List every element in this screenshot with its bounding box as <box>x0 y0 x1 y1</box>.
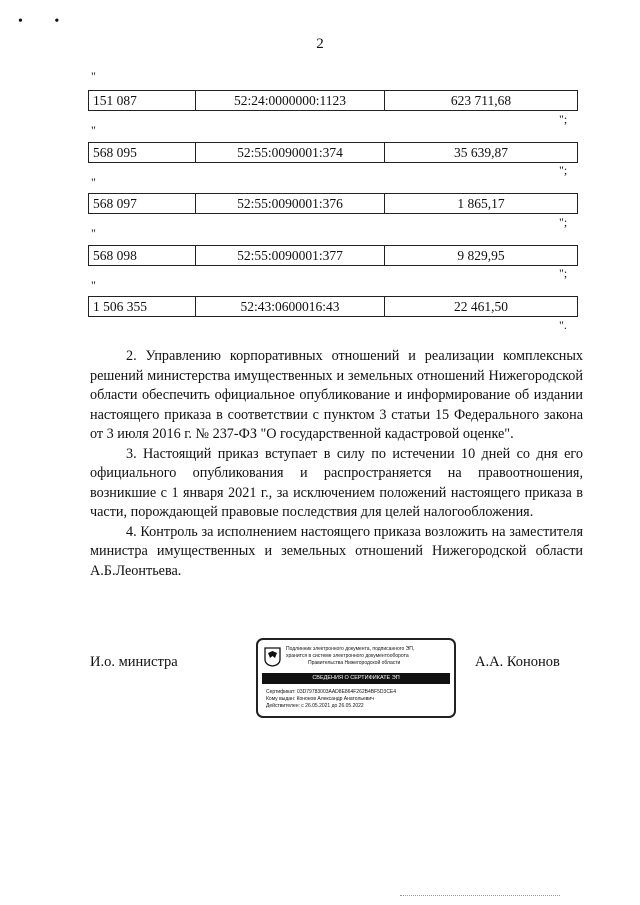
cadastral-value: 35 639,87 <box>385 143 578 163</box>
open-quote: " <box>91 226 96 240</box>
cadastral-number: 52:55:0090001:374 <box>196 143 385 163</box>
cadastral-number: 52:24:0000000:1123 <box>196 91 385 111</box>
parcel-id: 568 098 <box>89 246 196 266</box>
cadastral-number: 52:55:0090001:377 <box>196 246 385 266</box>
parcel-id: 568 095 <box>89 143 196 163</box>
table-row <box>88 296 578 317</box>
order-body <box>90 347 583 581</box>
stamp-text-line: Правительства Нижегородской области <box>308 660 401 666</box>
close-quote: ". <box>559 318 567 332</box>
stamp-certificate-owner: Кому выдан: Кононов Александр Анатольевич <box>266 696 374 702</box>
open-quote: " <box>91 278 96 292</box>
cadastral-value: 9 829,95 <box>385 246 578 266</box>
signatory-position: И.о. министра <box>90 654 178 670</box>
coat-of-arms-icon <box>264 647 281 667</box>
paragraph-2: 2. Управлению корпоративных отношений и реализации комплексных решений министерства имущественных и земельных отношений Нижегородской области обеспечить официальное опубликование и информирование об издании настоящего приказа в соответствии с пунктом 3 статьи 15 Федерального закона от 3 июля 2016 г. № 237-ФЗ "О государственной кадастровой оценке". <box>90 348 583 442</box>
close-quote: "; <box>559 266 568 280</box>
close-quote: "; <box>559 215 568 229</box>
table-row <box>88 193 578 214</box>
table-row <box>88 90 578 111</box>
stamp-certificate-number: Сертификат: 03D79783003AAD8E864F262B4BF5D3CE4 <box>266 689 397 695</box>
table-row <box>88 245 578 266</box>
cadastral-number: 52:55:0090001:376 <box>196 194 385 214</box>
page-number: 2 <box>316 36 324 52</box>
stamp-text-line: Подлинник электронного документа, подписанного ЭП, <box>286 646 415 652</box>
parcel-id: 1 506 355 <box>89 297 196 317</box>
cadastral-value: 1 865,17 <box>385 194 578 214</box>
open-quote: " <box>91 123 96 137</box>
stamp-certificate-header: СВЕДЕНИЯ О СЕРТИФИКАТЕ ЭП <box>262 673 450 684</box>
cadastral-value: 623 711,68 <box>385 91 578 111</box>
open-quote: " <box>91 175 96 189</box>
header-dots: • • <box>18 14 74 29</box>
scan-artifact <box>400 895 560 898</box>
parcel-id: 568 097 <box>89 194 196 214</box>
close-quote: "; <box>559 163 568 177</box>
parcel-id: 151 087 <box>89 91 196 111</box>
electronic-signature-stamp <box>256 638 456 718</box>
cadastral-value: 22 461,50 <box>385 297 578 317</box>
paragraph-3: 3. Настоящий приказ вступает в силу по истечении 10 дней со дня его официального опубликования и распространяется на правоотношения, возникшие с 1 января 2021 г., за исключением положений настоящего приказа в части, порождающей правовые последствия для целей налогообложения. <box>90 445 583 520</box>
close-quote: "; <box>559 112 568 126</box>
stamp-text-line: хранится в системе электронного документооборота <box>286 653 409 659</box>
signatory-name: А.А. Кононов <box>475 654 560 670</box>
paragraph-4: 4. Контроль за исполнением настоящего приказа возложить на заместителя министра имущественных и земельных отношений Нижегородской области А.Б.Леонтьева. <box>90 523 583 579</box>
stamp-certificate-validity: Действителен: с 26.05.2021 до 26.05.2022 <box>266 703 364 709</box>
cadastral-number: 52:43:0600016:43 <box>196 297 385 317</box>
open-quote: " <box>91 69 96 83</box>
table-row <box>88 142 578 163</box>
